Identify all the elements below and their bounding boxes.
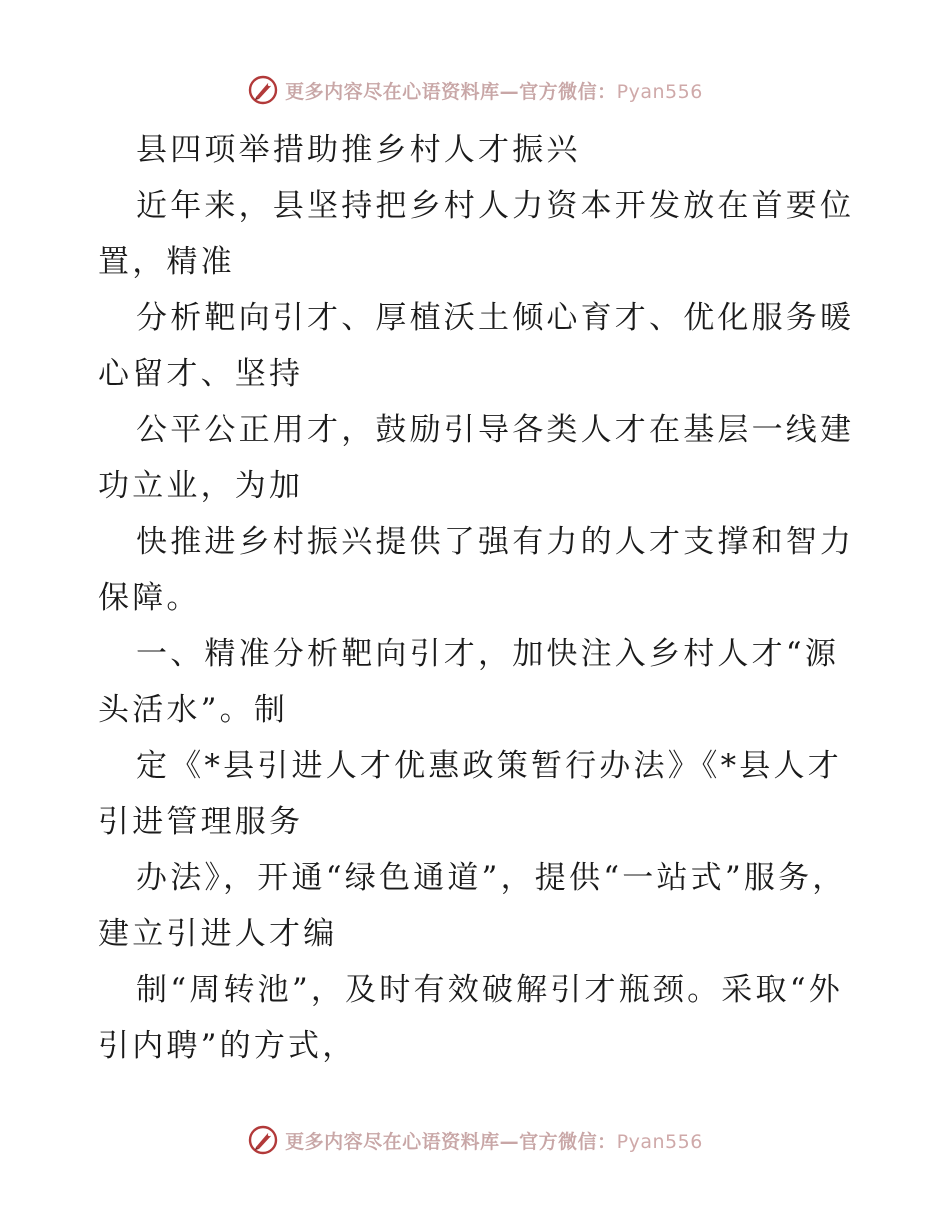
paragraph-8: 制“周转池”，及时有效破解引才瓶颈。采取“外引内聘”的方式， [98, 972, 843, 1064]
paragraph-5: 一、精准分析靶向引才，加快注入乡村人才“源头活水”。制 [98, 636, 840, 728]
watermark-main-text: 更多内容尽在心语资料库—官方微信： [285, 80, 617, 103]
paragraph-3: 公平公正用才，鼓励引导各类人才在基层一线建功立业，为加 [98, 412, 855, 504]
watermark-wechat-id: Pyan556 [616, 1130, 703, 1153]
paragraph-4: 快推进乡村振兴提供了强有力的人才支撑和智力保障。 [98, 524, 855, 616]
header-watermark [247, 74, 703, 106]
watermark-wechat-id: Pyan556 [616, 80, 703, 103]
header-watermark-banner [0, 70, 950, 110]
paragraph-7: 办法》，开通“绿色通道”，提供“一站式”服务，建立引进人才编 [98, 860, 847, 952]
footer-watermark [247, 1124, 703, 1156]
pen-logo-icon [247, 1124, 279, 1156]
paragraph-1: 近年来，县坚持把乡村人力资本开发放在首要位置，精准 [98, 188, 855, 280]
footer-watermark-banner [0, 1120, 950, 1160]
document-title: 县四项举措助推乡村人才振兴 [136, 132, 581, 168]
watermark-main-text: 更多内容尽在心语资料库—官方微信： [285, 1130, 617, 1153]
pen-logo-icon [247, 74, 279, 106]
document-body [98, 122, 858, 1074]
paragraph-2: 分析靶向引才、厚植沃土倾心育才、优化服务暖心留才、坚持 [98, 300, 855, 392]
paragraph-6: 定《*县引进人才优惠政策暂行办法》《*县人才引进管理服务 [98, 748, 842, 840]
watermark-text [285, 1127, 703, 1154]
watermark-text [285, 77, 703, 104]
